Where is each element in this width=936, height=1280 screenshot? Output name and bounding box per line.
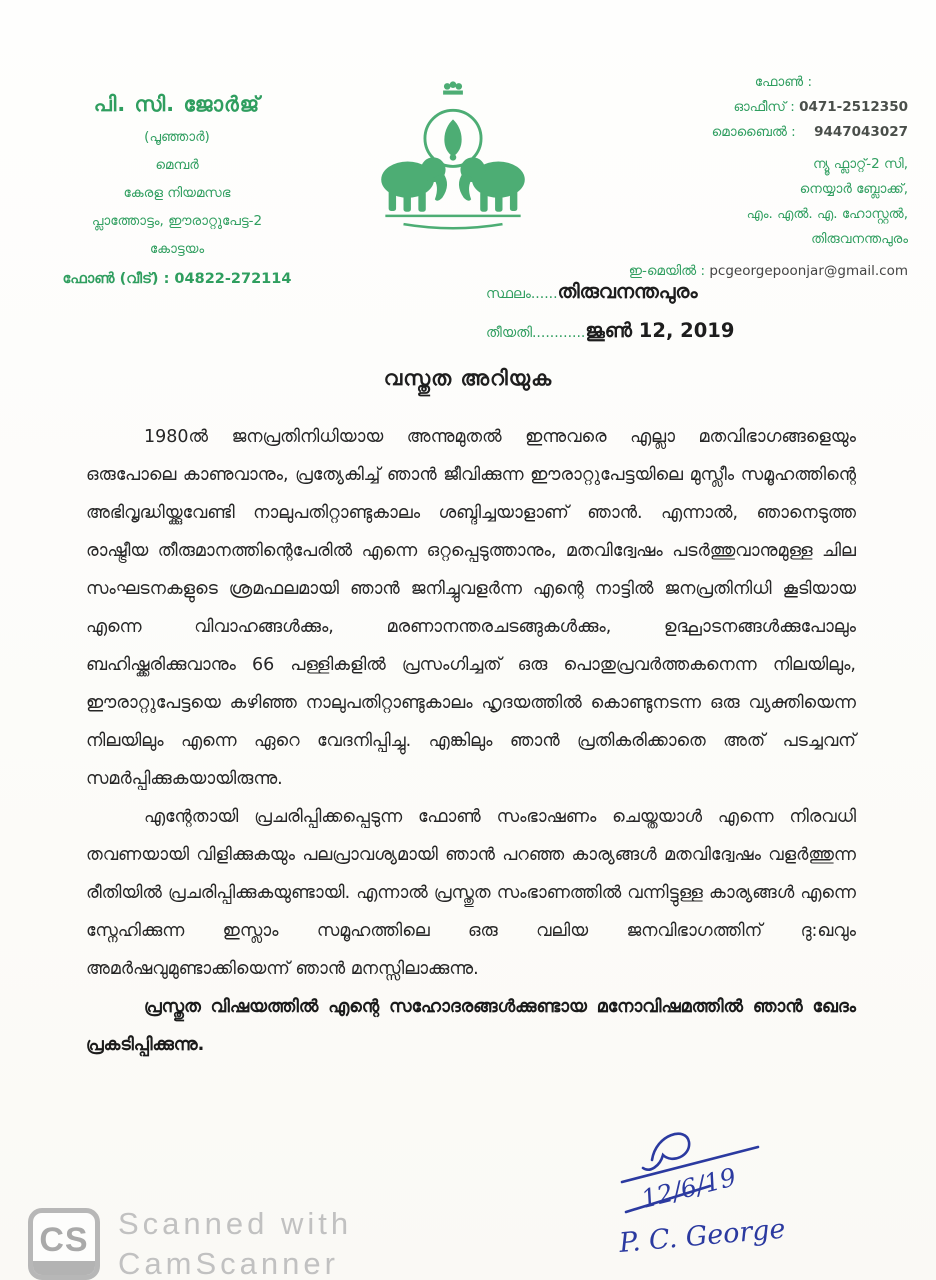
mobile-phone-row — [588, 124, 908, 140]
sender-address-2: കോട്ടയം — [149, 241, 205, 257]
kerala-government-emblem-icon — [368, 74, 538, 239]
office-label: ഓഫീസ് : — [733, 99, 795, 115]
watermark-line-2: CamScanner — [118, 1246, 339, 1280]
sender-constituency: (പൂഞ്ഞാർ) — [144, 129, 210, 145]
place-label: സ്ഥലം...... — [486, 286, 558, 302]
sender-assembly: കേരള നിയമസഭ — [123, 185, 231, 201]
place-date-block — [486, 280, 866, 358]
paragraph-1: 1980ൽ ജനപ്രതിനിധിയായ അന്നുമുതൽ ഇന്നുവരെ എല്ലാ മതവിഭാഗങ്ങളെയും ഒരുപോലെ കാണുവാനും, പ്രത്യേകിച്ച് ഞാൻ ജീവിക്കുന്ന ഈരാറ്റുപേട്ടയിലെ മുസ്ലീം സമൂഹത്തിന്റെ അഭിവൃദ്ധിയ്ക്കുവേണ്ടി നാലുപതിറ്റാണ്ടുകാലം ശബ്ദിച്ചയാളാണ് ഞാൻ. എന്നാൽ, ഞാനെടുത്ത രാഷ്ട്രീയ തീരുമാനത്തിന്റെപേരിൽ എന്നെ ഒറ്റപ്പെടുത്താനും, മതവിദ്വേഷം പടർത്തുവാനുമുള്ള ചില സംഘടനകളുടെ ശ്രമഫലമായി ഞാൻ ജനിച്ചുവളർന്ന എന്റെ നാട്ടിൽ ജനപ്രതിനിധി കൂടിയായ എന്നെ വിവാഹങ്ങൾക്കും, മരണാനന്തരചടങ്ങുകൾക്കും, ഉദ്ഘാടനങ്ങൾക്കുപോലും ബഹിഷ്ക്കരിക്കുവാനും 66 പള്ളികളിൽ പ്രസംഗിച്ചത് ഒരു പൊതുപ്രവർത്തകനെന്ന നിലയിലും, ഈരാറ്റുപേട്ടയെ കഴിഞ്ഞ നാലുപതിറ്റാണ്ടുകാലം ഹൃദയത്തിൽ കൊണ്ടുനടന്ന ഒരു വ്യക്തിയെന്ന നിലയിലും എന്നെ ഏറെ വേദനിപ്പിച്ചു. എങ്കിലും ഞാൻ പ്രതികരിക്കാതെ അത് പടച്ചവന് സമർപ്പിക്കുകയായിരുന്നു. — [86, 427, 856, 789]
sender-tvm-address-4: തിരുവനന്തപുരം — [811, 231, 908, 247]
date-value: ജൂൺ 12, 2019 — [585, 319, 735, 342]
paragraph-3: പ്രസ്തുത വിഷയത്തിൽ എന്റെ സഹോദരങ്ങൾക്കുണ്ടായ മനോവിഷമത്തിൽ ഞാൻ ഖേദം പ്രകടിപ്പിക്കുന്നു. — [86, 997, 856, 1055]
place-value: തിരുവനന്തപുരം — [557, 280, 698, 303]
letterhead-left — [52, 92, 302, 287]
signature-block — [606, 1120, 806, 1268]
sender-home-phone: ഫോൺ (വീട്) : 04822-272114 — [62, 271, 292, 287]
camscanner-logo-icon — [28, 1208, 100, 1280]
mobile-label: മൊബൈൽ : — [711, 124, 796, 140]
watermark-line-1: Scanned with — [118, 1206, 353, 1241]
camscanner-logo-fold — [33, 1261, 95, 1275]
sender-tvm-address-1: ന്യൂ ഫ്ലാറ്റ്-2 സി, — [812, 156, 908, 172]
office-number: 0471-2512350 — [799, 99, 908, 115]
sender-address-1: പ്ലാത്തോട്ടം, ഈരാറ്റുപേട്ട-2 — [91, 213, 263, 229]
place-row — [486, 280, 866, 303]
phone-label: ഫോൺ : — [754, 74, 812, 90]
sender-role: മെമ്പർ — [155, 157, 199, 173]
office-phone-row — [588, 99, 908, 115]
signature-date: 12/6/19 — [638, 1162, 739, 1214]
email-label: ഇ-മെയിൽ : — [628, 263, 710, 279]
camscanner-watermark — [28, 1204, 352, 1280]
camscanner-logo-letters: CS — [39, 1220, 89, 1259]
letterhead-right — [588, 74, 908, 288]
email-row — [588, 263, 908, 279]
signature-name: P. C. George — [617, 1213, 787, 1259]
camscanner-watermark-text — [118, 1204, 352, 1280]
mobile-number: 9447043027 — [814, 124, 908, 140]
sender-tvm-address-3: എം. എൽ. എ. ഹോസ്റ്റൽ, — [746, 206, 908, 222]
date-row — [486, 319, 866, 342]
date-label: തീയതി............ — [486, 325, 586, 341]
letter-title: വസ്തുത അറിയുക — [383, 366, 553, 390]
letter-body — [86, 418, 856, 1064]
sender-tvm-address-2: നെയ്യാർ ബ്ലോക്ക്, — [799, 181, 908, 197]
sender-name: പി. സി. ജോർജ് — [93, 92, 261, 116]
email-address: pcgeorgepoonjar@gmail.com — [709, 263, 908, 279]
paragraph-2: എന്റേതായി പ്രചരിപ്പിക്കപ്പെടുന്ന ഫോൺ സംഭാഷണം ചെയ്തയാൾ എന്നെ നിരവധി തവണയായി വിളിക്കുകയും പലപ്രാവശ്യമായി ഞാൻ പറഞ്ഞ കാര്യങ്ങൾ മതവിദ്വേഷം വളർത്തുന്ന രീതിയിൽ പ്രചരിപ്പിക്കുകയുണ്ടായി. എന്നാൽ പ്രസ്തുത സംഭാണത്തിൽ വന്നിട്ടുള്ള കാര്യങ്ങൾ എന്നെ സ്നേഹിക്കുന്ന ഇസ്ലാം സമൂഹത്തിലെ ഒരു വലിയ ജനവിഭാഗത്തിന് ദു:ഖവും അമർഷവുമുണ്ടാക്കിയെന്ന് ഞാൻ മനസ്സിലാക്കുന്നു. — [86, 807, 856, 979]
